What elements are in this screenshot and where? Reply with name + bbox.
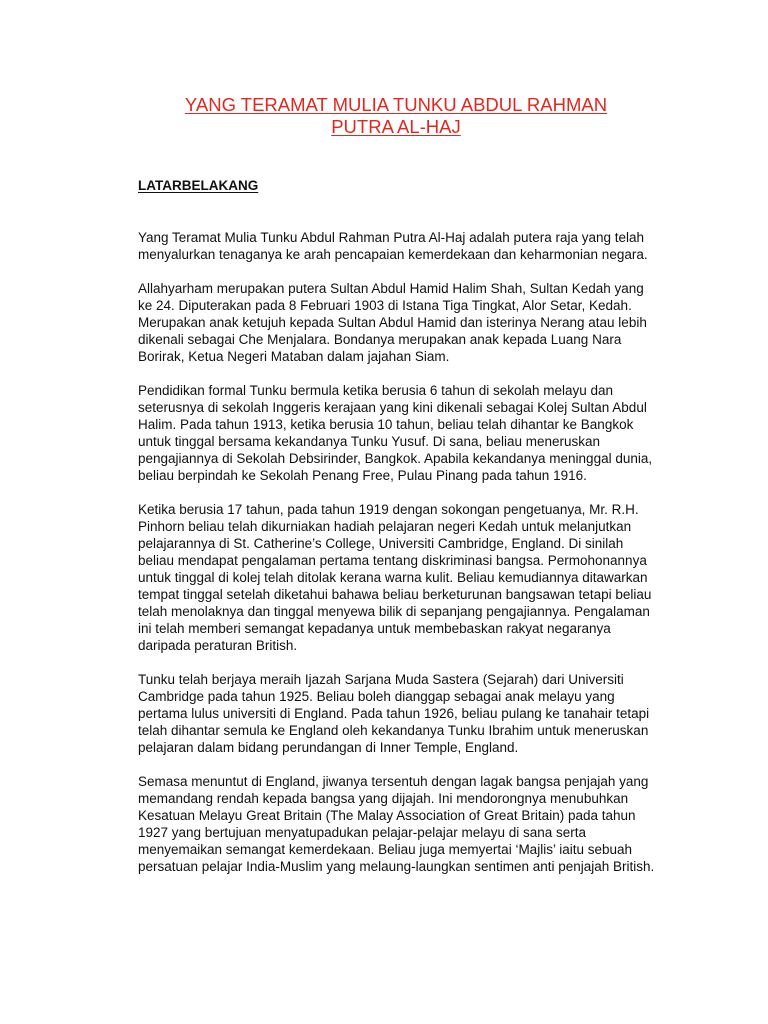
text-line: seterusnya di sekolah Inggeris kerajaan yang kini dikenali sebagai Kolej Sultan Abdul xyxy=(138,400,647,415)
text-line: beliau mendapat pengalaman pertama tentang diskriminasi bangsa. Permohonannya xyxy=(138,553,647,568)
text-line: Tunku telah berjaya meraih Ijazah Sarjana Muda Sastera (Sejarah) dari Universiti xyxy=(138,672,624,687)
text-line: Kesatuan Melayu Great Britain (The Malay Association of Great Britain) pada tahun xyxy=(138,808,636,823)
text-line: pengajiannya di Sekolah Debsirinder, Bangkok. Apabila kekandanya meninggal dunia, xyxy=(138,451,653,466)
text-line: menyalurkan tenaganya ke arah pencapaian kemerdekaan dan keharmonian negara. xyxy=(138,247,648,262)
body-text xyxy=(138,229,654,875)
paragraph xyxy=(138,382,654,484)
text-line: beliau berpindah ke Sekolah Penang Free, Pulau Pinang pada tahun 1916. xyxy=(138,468,587,483)
text-line: Yang Teramat Mulia Tunku Abdul Rahman Putra Al-Haj adalah putera raja yang telah xyxy=(138,230,645,245)
text-line: pertama lulus universiti di England. Pada tahun 1926, beliau pulang ke tanahair tetapi xyxy=(138,706,650,721)
paragraph xyxy=(138,229,654,263)
paragraph xyxy=(138,773,654,875)
section-heading: LATARBELAKANG xyxy=(138,178,259,193)
text-line: menyemaikan semangat kemerdekaan. Beliau juga memyertai ‘Majlis’ iaitu sebuah xyxy=(138,842,632,857)
text-line: Allahyarham merupakan putera Sultan Abdul Hamid Halim Shah, Sultan Kedah yang xyxy=(138,281,644,296)
text-line: ini telah memberi semangat kepadanya untuk membebaskan rakyat negaranya xyxy=(138,621,611,636)
text-line: Halim. Pada tahun 1913, ketika berusia 10 tahun, beliau telah dihantar ke Bangkok xyxy=(138,417,634,432)
text-line: dikenali sebagai Che Menjalara. Bondanya merupakan anak kepada Luang Nara xyxy=(138,332,622,347)
text-line: 1927 yang bertujuan menyatupadukan pelajar-pelajar melayu di sana serta xyxy=(138,825,587,840)
paragraph xyxy=(138,501,654,654)
text-line: Semasa menuntut di England, jiwanya tersentuh dengan lagak bangsa penjajah yang xyxy=(138,774,649,789)
paragraph xyxy=(138,280,654,365)
text-line: untuk tinggal bersama kekandanya Tunku Yusuf. Di sana, beliau meneruskan xyxy=(138,434,601,449)
text-line: daripada peraturan British. xyxy=(138,638,298,653)
text-line: Merupakan anak ketujuh kepada Sultan Abdul Hamid dan isterinya Nerang atau lebih xyxy=(138,315,647,330)
title-line: PUTRA AL-HAJ xyxy=(331,116,461,137)
text-line: Cambridge pada tahun 1925. Beliau boleh dianggap sebagai anak melayu yang xyxy=(138,689,615,704)
text-line: pelajarannya di St. Catherine’s College, Universiti Cambridge, England. Di sinilah xyxy=(138,536,624,551)
text-line: pelajaran dalam bidang perundangan di Inner Temple, England. xyxy=(138,740,519,755)
text-line: persatuan pelajar India-Muslim yang melaung-laungkan sentimen anti penjajah British. xyxy=(138,859,655,874)
paragraph xyxy=(138,671,654,756)
text-line: ke 24. Diputerakan pada 8 Februari 1903 di Istana Tiga Tingkat, Alor Setar, Kedah. xyxy=(138,298,632,313)
text-line: Borirak, Ketua Negeri Mataban dalam jajahan Siam. xyxy=(138,349,450,364)
text-line: memandang rendah kepada bangsa yang dijajah. Ini mendorongnya menubuhkan xyxy=(138,791,629,806)
text-line: telah menolaknya dan tinggal menyewa bilik di sepanjang pengajiannya. Pengalaman xyxy=(138,604,650,619)
text-line: untuk tinggal di kolej telah ditolak kerana warna kulit. Beliau kemudiannya ditawarkan xyxy=(138,570,648,585)
text-line: tempat tinggal setelah diketahui bahawa beliau berketurunan bangsawan tetapi beliau xyxy=(138,587,652,602)
title-line: YANG TERAMAT MULIA TUNKU ABDUL RAHMAN xyxy=(184,94,608,115)
document-page xyxy=(138,94,654,892)
text-line: Pendidikan formal Tunku bermula ketika berusia 6 tahun di sekolah melayu dan xyxy=(138,383,614,398)
text-line: Ketika berusia 17 tahun, pada tahun 1919 dengan sokongan pengetuanya, Mr. R.H. xyxy=(138,502,639,517)
text-line: telah dihantar semula ke England oleh kekandanya Tunku Ibrahim untuk meneruskan xyxy=(138,723,649,738)
text-line: Pinhorn beliau telah dikurniakan hadiah pelajaran negeri Kedah untuk melanjutkan xyxy=(138,519,632,534)
document-title xyxy=(138,94,654,138)
